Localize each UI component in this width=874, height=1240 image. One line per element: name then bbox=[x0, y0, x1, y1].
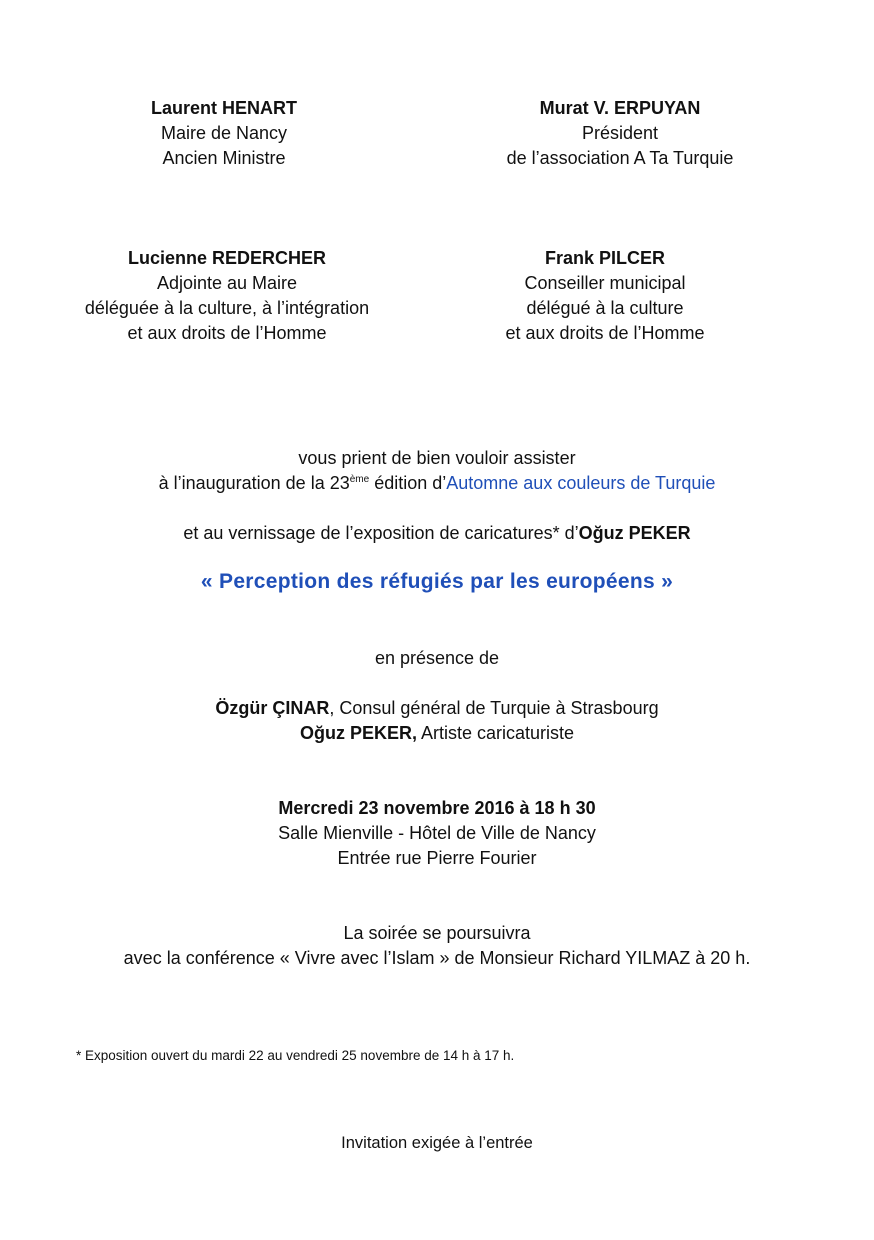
exhibition-title: « Perception des réfugiés par les européens » bbox=[200, 570, 674, 593]
host-name: Murat V. ERPUYAN bbox=[539, 98, 701, 118]
event-entrance: Entrée rue Pierre Fourier bbox=[337, 848, 537, 868]
host-name: Lucienne REDERCHER bbox=[127, 248, 327, 268]
host-title: Conseiller municipal bbox=[524, 273, 686, 293]
artist-name: Oğuz PEKER bbox=[578, 523, 691, 543]
ordinal-suffix: ème bbox=[349, 474, 370, 485]
invitation-line-2 bbox=[0, 471, 874, 496]
guest-role: , Consul général de Turquie à Strasbourg bbox=[329, 698, 659, 718]
guest-line bbox=[0, 696, 874, 721]
host-redercher bbox=[52, 246, 402, 346]
event-venue: Salle Mienville - Hôtel de Ville de Nancy bbox=[278, 823, 596, 843]
presence-intro: en présence de bbox=[374, 648, 500, 668]
host-henart bbox=[74, 96, 374, 171]
host-name: Frank PILCER bbox=[544, 248, 666, 268]
evening-line-2: avec la conférence « Vivre avec l’Islam » de Monsieur Richard YILMAZ à 20 h. bbox=[123, 948, 751, 968]
evening-line-1: La soirée se poursuivra bbox=[343, 923, 531, 943]
host-title: de l’association A Ta Turquie bbox=[506, 148, 734, 168]
guest-name: Oğuz PEKER, bbox=[299, 723, 417, 743]
host-erpuyan bbox=[460, 96, 780, 171]
invitation-line-3 bbox=[0, 521, 874, 546]
host-title: Adjointe au Maire bbox=[156, 273, 298, 293]
host-title: délégué à la culture bbox=[526, 298, 684, 318]
host-title: Maire de Nancy bbox=[160, 123, 288, 143]
host-title: déléguée à la culture, à l’intégration bbox=[84, 298, 370, 318]
invitation-text: à l’inauguration de la 23 bbox=[158, 473, 350, 493]
invitation-line-1: vous prient de bien vouloir assister bbox=[298, 448, 576, 468]
event-datetime: Mercredi 23 novembre 2016 à 18 h 30 bbox=[278, 798, 596, 818]
event-name: Automne aux couleurs de Turquie bbox=[446, 473, 716, 493]
guest-line bbox=[0, 721, 874, 746]
host-title: et aux droits de l’Homme bbox=[505, 323, 705, 343]
host-title: Président bbox=[581, 123, 659, 143]
host-pilcer bbox=[455, 246, 755, 346]
invitation-text: édition d’ bbox=[369, 473, 447, 493]
guest-role: Artiste caricaturiste bbox=[416, 723, 575, 743]
footnote: * Exposition ouvert du mardi 22 au vendredi 25 novembre de 14 h à 17 h. bbox=[76, 1048, 515, 1063]
host-title: et aux droits de l’Homme bbox=[127, 323, 327, 343]
host-name: Laurent HENART bbox=[150, 98, 297, 118]
guest-name: Özgür ÇINAR bbox=[215, 698, 330, 718]
footer-note: Invitation exigée à l’entrée bbox=[341, 1134, 533, 1152]
invitation-text: et au vernissage de l’exposition de caricatures* d’ bbox=[183, 523, 579, 543]
host-title: Ancien Ministre bbox=[162, 148, 286, 168]
